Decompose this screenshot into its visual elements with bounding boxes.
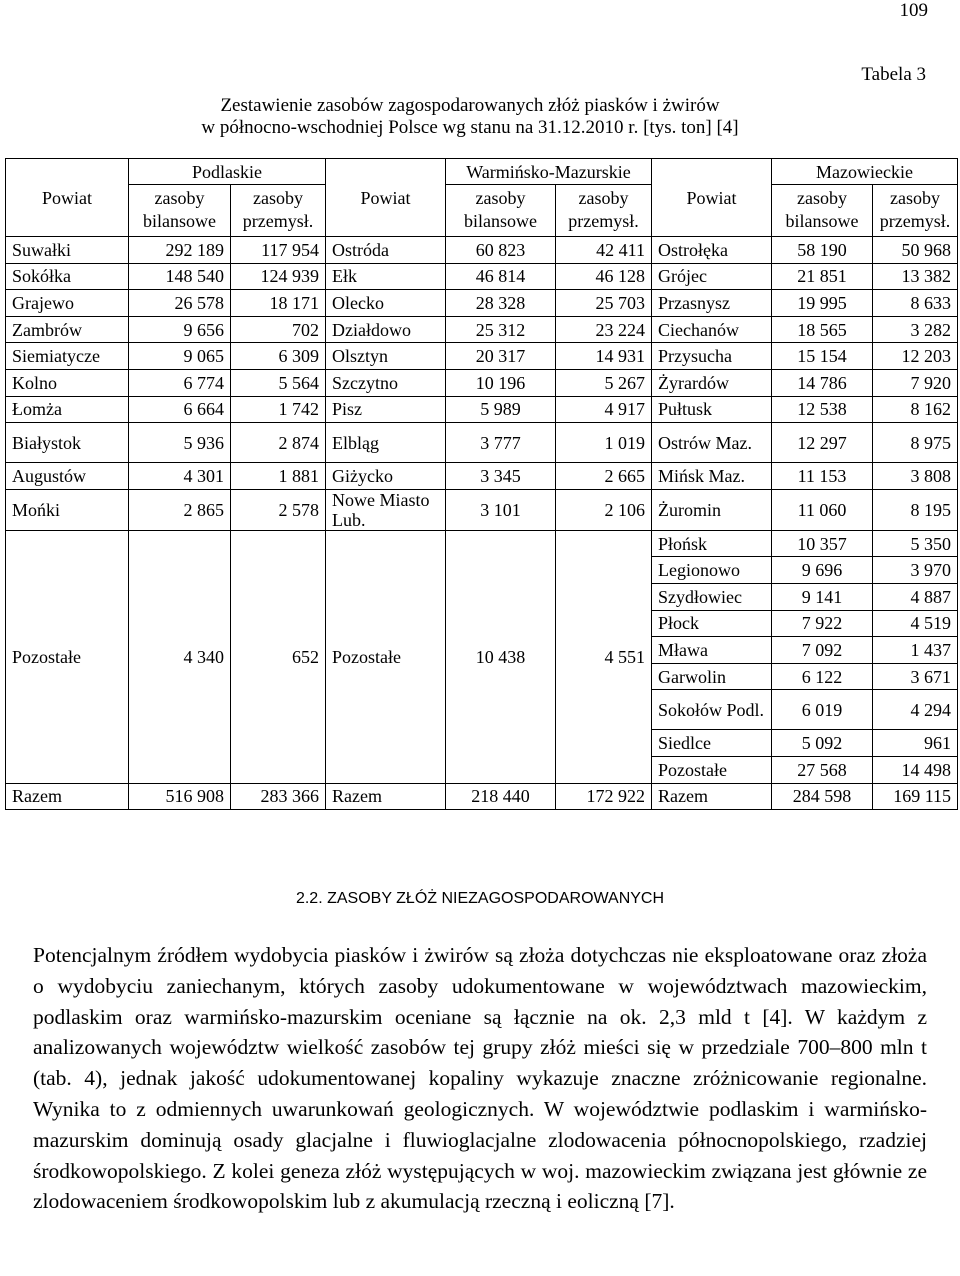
- zasoby-przemysl: 2 578: [231, 489, 326, 530]
- zasoby-przemysl: 5 564: [231, 369, 326, 396]
- powiat-name: Suwałki: [6, 237, 129, 264]
- zasoby-przemysl: 4 519: [873, 610, 958, 637]
- zasoby-przemysl: 4 551: [556, 530, 652, 783]
- powiat-name: Pozostałe: [326, 530, 446, 783]
- powiat-name: Szczytno: [326, 369, 446, 396]
- powiat-name: Ostrołęka: [652, 237, 772, 264]
- zasoby-bilansowe: 9 656: [129, 316, 231, 343]
- powiat-name: Grójec: [652, 263, 772, 290]
- zasoby-bilansowe: 7 922: [772, 610, 873, 637]
- zasoby-przemysl: 12 203: [873, 343, 958, 370]
- body-paragraph: Potencjalnym źródłem wydobycia piasków i żwirów są złoża dotychczas nie eksploatowane oraz złoża o wydobyciu zaniechanym, których zasoby udokumentowane w województwach mazowieckim, podlaskim oraz warmińsko-mazurskim oceniane są łącznie na ok. 2,3 mld t [4]. W każdym z analizowanych województw wielkość zasobów tej grupy złóż mieści się w przedziale 700–800 mln t (tab. 4), jednak jakość udokumentowanej kopaliny wykazuje znaczne zróżnicowanie regionalne. Wynika to z odmiennych uwarunkowań geologicznych. W województwie podlaskim i warmińsko-mazurskim dominują osady glacjalne i fluwioglacjalne zlodowacenia północnopolskiego, rzadziej środkowopolskiego. Z kolei geneza złóż występujących w woj. mazowieckim związana jest głównie ze zlodowaceniem środkowopolskim lub z akumulacją rzeczną i eoliczną [7].: [33, 943, 927, 1214]
- zasoby-bilansowe: 3 101: [446, 489, 556, 530]
- powiat-name: Sokółka: [6, 263, 129, 290]
- header-przemysl: przemysł.: [231, 211, 326, 237]
- zasoby-bilansowe: 10 438: [446, 530, 556, 783]
- header-powiat-podlaskie: Powiat: [6, 159, 129, 237]
- zasoby-przemysl: 1 881: [231, 463, 326, 490]
- zasoby-bilansowe: 11 153: [772, 463, 873, 490]
- powiat-name: Ciechanów: [652, 316, 772, 343]
- header-zasoby: zasoby: [772, 185, 873, 211]
- zasoby-przemysl: 13 382: [873, 263, 958, 290]
- header-bilansowe: bilansowe: [446, 211, 556, 237]
- powiat-name: Pisz: [326, 396, 446, 423]
- header-powiat-mazowieckie: Powiat: [652, 159, 772, 237]
- powiat-name: Żyrardów: [652, 369, 772, 396]
- page-number: 109: [899, 0, 928, 21]
- table-row: [6, 396, 958, 423]
- razem-label: Razem: [652, 783, 772, 810]
- header-region-podlaskie: Podlaskie: [129, 159, 326, 185]
- zasoby-bilansowe: 60 823: [446, 237, 556, 264]
- zasoby-przemysl: 283 366: [231, 783, 326, 810]
- powiat-name: Pozostałe: [6, 530, 129, 783]
- table-number: Tabela 3: [861, 64, 926, 85]
- razem-label: Razem: [326, 783, 446, 810]
- zasoby-bilansowe: 3 345: [446, 463, 556, 490]
- zasoby-bilansowe: 10 357: [772, 530, 873, 557]
- zasoby-przemysl: 1 019: [556, 423, 652, 463]
- zasoby-bilansowe: 26 578: [129, 290, 231, 317]
- resources-table: [5, 158, 958, 810]
- powiat-name: Ostrów Maz.: [652, 423, 772, 463]
- table-row: [6, 369, 958, 396]
- zasoby-bilansowe: 2 865: [129, 489, 231, 530]
- table-row: [6, 290, 958, 317]
- zasoby-przemysl: 4 887: [873, 583, 958, 610]
- caption-line-1: Zestawienie zasobów zagospodarowanych złóż piasków i żwirów: [220, 95, 720, 116]
- zasoby-przemysl: 5 267: [556, 369, 652, 396]
- zasoby-bilansowe: 516 908: [129, 783, 231, 810]
- zasoby-bilansowe: 284 598: [772, 783, 873, 810]
- header-row-regions: [6, 159, 958, 185]
- powiat-name: Pułtusk: [652, 396, 772, 423]
- table-caption: [0, 95, 960, 139]
- table-row: [6, 316, 958, 343]
- zasoby-przemysl: 2 106: [556, 489, 652, 530]
- zasoby-przemysl: 1 437: [873, 637, 958, 664]
- zasoby-bilansowe: 11 060: [772, 489, 873, 530]
- powiat-name: Płock: [652, 610, 772, 637]
- zasoby-bilansowe: 18 565: [772, 316, 873, 343]
- zasoby-przemysl: 172 922: [556, 783, 652, 810]
- header-row-zasoby: [6, 185, 958, 211]
- powiat-name: Siedlce: [652, 730, 772, 757]
- powiat-name: Ełk: [326, 263, 446, 290]
- zasoby-bilansowe: 9 696: [772, 557, 873, 584]
- zasoby-przemysl: 3 282: [873, 316, 958, 343]
- powiat-name: Giżycko: [326, 463, 446, 490]
- zasoby-bilansowe: 7 092: [772, 637, 873, 664]
- header-powiat-warminsko: Powiat: [326, 159, 446, 237]
- zasoby-bilansowe: 292 189: [129, 237, 231, 264]
- zasoby-przemysl: 8 975: [873, 423, 958, 463]
- header-region-warminsko-mazurskie: Warmińsko-Mazurskie: [446, 159, 652, 185]
- header-zasoby: zasoby: [873, 185, 958, 211]
- zasoby-bilansowe: 6 019: [772, 690, 873, 730]
- powiat-name: Garwolin: [652, 663, 772, 690]
- zasoby-przemysl: 8 162: [873, 396, 958, 423]
- zasoby-przemysl: 50 968: [873, 237, 958, 264]
- zasoby-przemysl: 18 171: [231, 290, 326, 317]
- header-zasoby: zasoby: [446, 185, 556, 211]
- zasoby-bilansowe: 19 995: [772, 290, 873, 317]
- powiat-name: Sokołów Podl.: [652, 690, 772, 730]
- powiat-name: Łomża: [6, 396, 129, 423]
- zasoby-przemysl: 117 954: [231, 237, 326, 264]
- zasoby-bilansowe: 148 540: [129, 263, 231, 290]
- powiat-name: Kolno: [6, 369, 129, 396]
- zasoby-przemysl: 3 671: [873, 663, 958, 690]
- zasoby-przemysl: 46 128: [556, 263, 652, 290]
- zasoby-bilansowe: 15 154: [772, 343, 873, 370]
- header-region-mazowieckie: Mazowieckie: [772, 159, 958, 185]
- powiat-name: Żuromin: [652, 489, 772, 530]
- zasoby-przemysl: 14 498: [873, 756, 958, 783]
- zasoby-przemysl: 4 917: [556, 396, 652, 423]
- header-bilansowe: bilansowe: [772, 211, 873, 237]
- zasoby-bilansowe: 5 989: [446, 396, 556, 423]
- zasoby-przemysl: 652: [231, 530, 326, 783]
- zasoby-przemysl: 169 115: [873, 783, 958, 810]
- powiat-name: Przasnysz: [652, 290, 772, 317]
- table-row: [6, 463, 958, 490]
- zasoby-przemysl: 2 665: [556, 463, 652, 490]
- zasoby-przemysl: 961: [873, 730, 958, 757]
- powiat-name: Augustów: [6, 463, 129, 490]
- powiat-name: Legionowo: [652, 557, 772, 584]
- table-body: [6, 159, 958, 810]
- zasoby-bilansowe: 27 568: [772, 756, 873, 783]
- zasoby-bilansowe: 25 312: [446, 316, 556, 343]
- powiat-name: Działdowo: [326, 316, 446, 343]
- zasoby-przemysl: 14 931: [556, 343, 652, 370]
- zasoby-bilansowe: 46 814: [446, 263, 556, 290]
- powiat-name: Mława: [652, 637, 772, 664]
- powiat-name: Ostróda: [326, 237, 446, 264]
- zasoby-bilansowe: 14 786: [772, 369, 873, 396]
- zasoby-bilansowe: 6 774: [129, 369, 231, 396]
- zasoby-bilansowe: 12 297: [772, 423, 873, 463]
- zasoby-bilansowe: 218 440: [446, 783, 556, 810]
- zasoby-przemysl: 8 633: [873, 290, 958, 317]
- table-row: [6, 530, 958, 557]
- zasoby-bilansowe: 12 538: [772, 396, 873, 423]
- zasoby-bilansowe: 9 065: [129, 343, 231, 370]
- zasoby-przemysl: 8 195: [873, 489, 958, 530]
- table-row: [6, 489, 958, 530]
- table-row: [6, 263, 958, 290]
- zasoby-bilansowe: 58 190: [772, 237, 873, 264]
- zasoby-bilansowe: 4 301: [129, 463, 231, 490]
- powiat-name: Pozostałe: [652, 756, 772, 783]
- header-zasoby: zasoby: [556, 185, 652, 211]
- header-zasoby: zasoby: [231, 185, 326, 211]
- zasoby-przemysl: 5 350: [873, 530, 958, 557]
- zasoby-bilansowe: 4 340: [129, 530, 231, 783]
- powiat-name: Płońsk: [652, 530, 772, 557]
- table-row: [6, 343, 958, 370]
- powiat-name: Siemiatycze: [6, 343, 129, 370]
- zasoby-przemysl: 124 939: [231, 263, 326, 290]
- zasoby-przemysl: 7 920: [873, 369, 958, 396]
- table-row: [6, 423, 958, 463]
- table-row: [6, 237, 958, 264]
- powiat-name: Szydłowiec: [652, 583, 772, 610]
- zasoby-przemysl: 4 294: [873, 690, 958, 730]
- zasoby-bilansowe: 21 851: [772, 263, 873, 290]
- zasoby-bilansowe: 6 664: [129, 396, 231, 423]
- powiat-name: Nowe Miasto Lub.: [326, 489, 446, 530]
- razem-label: Razem: [6, 783, 129, 810]
- powiat-name: Olecko: [326, 290, 446, 317]
- powiat-name: Zambrów: [6, 316, 129, 343]
- zasoby-bilansowe: 28 328: [446, 290, 556, 317]
- powiat-name: Mońki: [6, 489, 129, 530]
- zasoby-bilansowe: 5 936: [129, 423, 231, 463]
- zasoby-przemysl: 3 808: [873, 463, 958, 490]
- powiat-name: Mińsk Maz.: [652, 463, 772, 490]
- zasoby-przemysl: 6 309: [231, 343, 326, 370]
- zasoby-przemysl: 23 224: [556, 316, 652, 343]
- table-row-razem: [6, 783, 958, 810]
- zasoby-przemysl: 1 742: [231, 396, 326, 423]
- header-row-kind: [6, 211, 958, 237]
- zasoby-bilansowe: 6 122: [772, 663, 873, 690]
- zasoby-bilansowe: 5 092: [772, 730, 873, 757]
- zasoby-bilansowe: 10 196: [446, 369, 556, 396]
- header-przemysl: przemysł.: [556, 211, 652, 237]
- zasoby-bilansowe: 3 777: [446, 423, 556, 463]
- zasoby-bilansowe: 20 317: [446, 343, 556, 370]
- zasoby-przemysl: 25 703: [556, 290, 652, 317]
- powiat-name: Grajewo: [6, 290, 129, 317]
- powiat-name: Białystok: [6, 423, 129, 463]
- zasoby-przemysl: 702: [231, 316, 326, 343]
- powiat-name: Elbląg: [326, 423, 446, 463]
- powiat-name: Przysucha: [652, 343, 772, 370]
- zasoby-przemysl: 42 411: [556, 237, 652, 264]
- header-bilansowe: bilansowe: [129, 211, 231, 237]
- caption-line-2: w północno-wschodniej Polsce wg stanu na 31.12.2010 r. [tys. ton] [4]: [201, 117, 739, 138]
- zasoby-przemysl: 3 970: [873, 557, 958, 584]
- header-zasoby: zasoby: [129, 185, 231, 211]
- zasoby-przemysl: 2 874: [231, 423, 326, 463]
- header-przemysl: przemysł.: [873, 211, 958, 237]
- zasoby-bilansowe: 9 141: [772, 583, 873, 610]
- section-heading: 2.2. ZASOBY ZŁÓŻ NIEZAGOSPODAROWANYCH: [295, 890, 665, 907]
- powiat-name: Olsztyn: [326, 343, 446, 370]
